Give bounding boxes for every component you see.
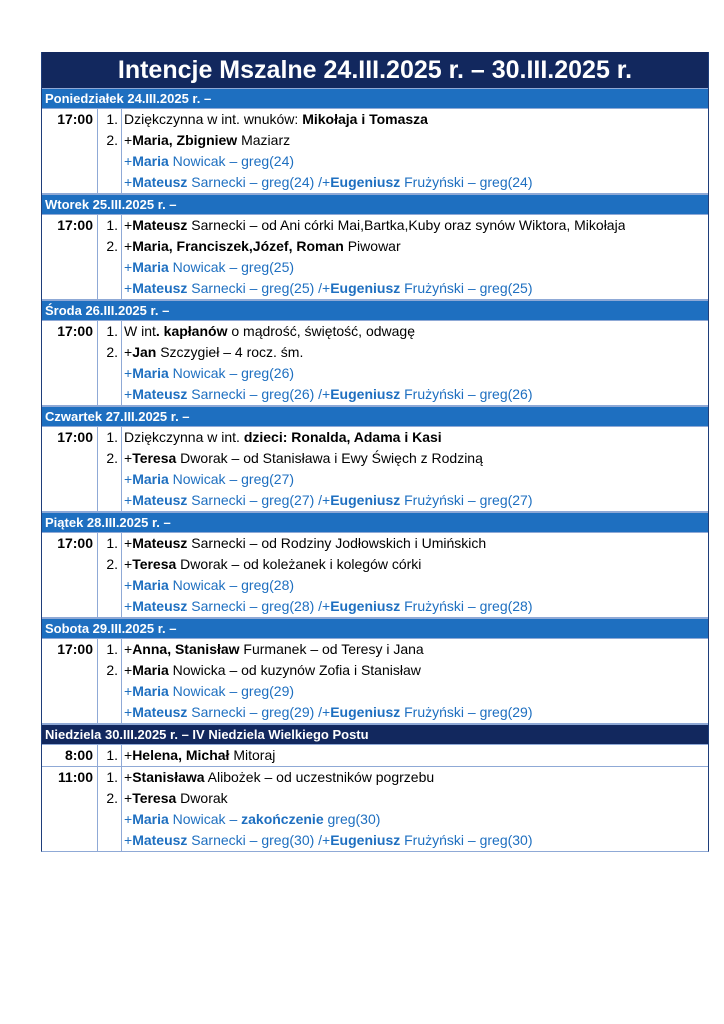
mass-time: 17:00 xyxy=(57,111,93,127)
intention-segment: + xyxy=(124,386,133,402)
intention-segment: Nowicak – greg(24) xyxy=(168,153,295,169)
days-container xyxy=(42,88,708,851)
day-header: Wtorek 25.III.2025 r. – xyxy=(42,194,708,215)
intention-row xyxy=(97,342,708,363)
intention-segment: Nowicak – greg(26) xyxy=(168,365,295,381)
intention-segment: + xyxy=(124,217,133,233)
intention-segment: Sarnecki – od Ani córki Mai,Bartka,Kuby oraz synów Wiktora, Mikołaja xyxy=(187,217,626,233)
intention-text xyxy=(122,321,415,342)
intention-segment: + xyxy=(124,280,133,296)
intention-segment: Sarnecki – greg(26) /+ xyxy=(187,386,331,402)
intention-name: Mateusz xyxy=(132,492,188,508)
intention-name: Maria xyxy=(132,471,169,487)
intention-text xyxy=(122,788,228,809)
intention-segment: Dworak – od Stanisława i Ewy Święch z Rodziną xyxy=(176,450,483,466)
intention-text xyxy=(122,384,533,405)
intention-text xyxy=(122,575,294,596)
intention-segment: Dziękczynna w int. xyxy=(124,429,244,445)
intention-text xyxy=(122,554,421,575)
intention-row xyxy=(97,639,708,660)
intention-name: Maria xyxy=(132,811,169,827)
intention-list xyxy=(97,745,708,766)
intention-list xyxy=(97,427,708,511)
day-header: Sobota 29.III.2025 r. – xyxy=(42,618,708,639)
intention-name: . kapłanów xyxy=(155,323,228,339)
intention-list xyxy=(97,639,708,723)
mass-block xyxy=(42,533,708,618)
intention-text xyxy=(122,342,303,363)
intention-number: 1. xyxy=(97,215,122,236)
intention-row xyxy=(97,257,708,278)
intention-name: Maria xyxy=(132,683,169,699)
mass-block xyxy=(42,427,708,512)
intention-text xyxy=(122,151,294,172)
intention-name: Maria xyxy=(132,577,169,593)
intention-number: 2. xyxy=(97,788,122,809)
intention-number: 1. xyxy=(97,321,122,342)
intention-row xyxy=(97,575,708,596)
intention-number xyxy=(97,363,122,384)
intention-name: Mateusz xyxy=(132,598,188,614)
intention-segment: Sarnecki – greg(24) /+ xyxy=(187,174,331,190)
intention-text xyxy=(122,448,483,469)
intention-segment: + xyxy=(124,790,133,806)
intention-name: Eugeniusz xyxy=(330,174,401,190)
intention-segment: + xyxy=(124,662,133,678)
intention-row xyxy=(97,533,708,554)
intention-text xyxy=(122,130,290,151)
intention-segment: + xyxy=(124,641,133,657)
day-header: Środa 26.III.2025 r. – xyxy=(42,300,708,321)
intention-segment: + xyxy=(124,471,133,487)
intention-name: zakończenie xyxy=(241,811,324,827)
intention-number xyxy=(97,681,122,702)
intention-number: 1. xyxy=(97,767,122,788)
intention-text xyxy=(122,639,424,660)
intention-segment: Sarnecki – od Rodziny Jodłowskich i Umińskich xyxy=(187,535,487,551)
intention-text xyxy=(122,660,421,681)
intention-text xyxy=(122,533,486,554)
intention-segment: Frużyński – greg(28) xyxy=(400,598,533,614)
day-header: Niedziela 30.III.2025 r. – IV Niedziela Wielkiego Postu xyxy=(42,724,708,745)
intention-number xyxy=(97,151,122,172)
intention-name: Eugeniusz xyxy=(330,704,401,720)
intention-number xyxy=(97,575,122,596)
page-title: Intencje Mszalne 24.III.2025 r. – 30.III.2025 r. xyxy=(42,52,708,88)
intention-name: Maria xyxy=(132,365,169,381)
intention-segment: Furmanek – od Teresy i Jana xyxy=(239,641,424,657)
intention-row xyxy=(97,596,708,617)
intention-row xyxy=(97,788,708,809)
mass-block xyxy=(42,321,708,406)
intention-text xyxy=(122,278,533,299)
intention-row xyxy=(97,109,708,130)
intention-row xyxy=(97,215,708,236)
intention-segment: Maziarz xyxy=(237,132,291,148)
mass-time: 8:00 xyxy=(64,747,93,763)
intention-text xyxy=(122,427,442,448)
intention-row xyxy=(97,745,708,766)
intention-segment: + xyxy=(124,344,133,360)
intention-name: Maria, Franciszek,Józef, Roman xyxy=(132,238,344,254)
intention-row xyxy=(97,172,708,193)
intention-segment: + xyxy=(124,259,133,275)
intention-text xyxy=(122,596,533,617)
intention-segment: W int xyxy=(124,323,156,339)
intention-segment: Dworak – od koleżanek i kolegów córki xyxy=(176,556,422,572)
intention-number: 1. xyxy=(97,533,122,554)
intention-list xyxy=(97,109,708,193)
intention-name: Eugeniusz xyxy=(330,598,401,614)
intention-segment: + xyxy=(124,577,133,593)
intention-number xyxy=(97,278,122,299)
intention-row xyxy=(97,830,708,851)
intention-segment: Nowicak – greg(27) xyxy=(168,471,295,487)
intention-name: Eugeniusz xyxy=(330,832,401,848)
intention-segment: + xyxy=(124,769,133,785)
intention-segment: o mądrość, świętość, odwagę xyxy=(227,323,415,339)
intention-row xyxy=(97,363,708,384)
intention-number: 2. xyxy=(97,554,122,575)
intention-text xyxy=(122,702,533,723)
intention-name: Mateusz xyxy=(132,174,188,190)
intention-row xyxy=(97,384,708,405)
intention-text xyxy=(122,490,533,511)
intention-text xyxy=(122,215,625,236)
intention-name: Mateusz xyxy=(132,217,188,233)
mass-time: 17:00 xyxy=(57,323,93,339)
intention-segment: + xyxy=(124,153,133,169)
intention-segment: + xyxy=(124,450,133,466)
intention-segment: Frużyński – greg(27) xyxy=(400,492,533,508)
mass-block xyxy=(42,745,708,767)
intention-number: 1. xyxy=(97,427,122,448)
intention-text xyxy=(122,363,294,384)
intention-segment: + xyxy=(124,747,133,763)
intention-row xyxy=(97,702,708,723)
intention-row xyxy=(97,236,708,257)
intention-text xyxy=(122,681,294,702)
intention-segment: Frużyński – greg(30) xyxy=(400,832,533,848)
intention-segment: Nowicak – greg(28) xyxy=(168,577,295,593)
intention-text xyxy=(122,236,401,257)
intention-segment: + xyxy=(124,832,133,848)
intention-text xyxy=(122,469,294,490)
intention-segment: Sarnecki – greg(27) /+ xyxy=(187,492,331,508)
intention-name: Teresa xyxy=(132,556,177,572)
intention-segment: + xyxy=(124,683,133,699)
intention-segment: + xyxy=(124,365,133,381)
intention-name: Mateusz xyxy=(132,704,188,720)
mass-time: 17:00 xyxy=(57,535,93,551)
intention-row xyxy=(97,809,708,830)
intention-text xyxy=(122,109,428,130)
intention-segment: Sarnecki – greg(25) /+ xyxy=(187,280,331,296)
mass-time: 11:00 xyxy=(57,769,93,785)
intention-row xyxy=(97,681,708,702)
intention-segment: Sarnecki – greg(30) /+ xyxy=(187,832,331,848)
intention-row xyxy=(97,448,708,469)
intention-segment: + xyxy=(124,535,133,551)
mass-block xyxy=(42,767,708,851)
intention-name: Stanisława xyxy=(132,769,205,785)
intention-name: Helena, Michał xyxy=(132,747,230,763)
intention-row xyxy=(97,554,708,575)
intention-row xyxy=(97,490,708,511)
intention-segment: Dworak xyxy=(176,790,228,806)
intention-row xyxy=(97,151,708,172)
day-header: Piątek 28.III.2025 r. – xyxy=(42,512,708,533)
intention-number xyxy=(97,702,122,723)
intentions-table xyxy=(41,52,709,852)
intention-row xyxy=(97,427,708,448)
intention-segment: Alibożek – od uczestników pogrzebu xyxy=(204,769,435,785)
mass-block xyxy=(42,109,708,194)
intention-name: Mateusz xyxy=(132,386,188,402)
intention-segment: + xyxy=(124,811,133,827)
intention-name: Eugeniusz xyxy=(330,280,401,296)
intention-number: 2. xyxy=(97,342,122,363)
intention-segment: + xyxy=(124,704,133,720)
intention-text xyxy=(122,257,294,278)
intention-segment: + xyxy=(124,556,133,572)
mass-time: 17:00 xyxy=(57,217,93,233)
day-header: Czwartek 27.III.2025 r. – xyxy=(42,406,708,427)
intention-number: 1. xyxy=(97,745,122,766)
intention-segment: + xyxy=(124,492,133,508)
intention-number xyxy=(97,257,122,278)
intention-number: 1. xyxy=(97,109,122,130)
intention-number xyxy=(97,490,122,511)
intention-segment: Nowicak – xyxy=(168,811,242,827)
intention-name: Teresa xyxy=(132,450,177,466)
intention-segment: Sarnecki – greg(29) /+ xyxy=(187,704,331,720)
intention-segment: Nowicka – od kuzynów Zofia i Stanisław xyxy=(168,662,421,678)
intention-segment: Dziękczynna w int. wnuków: xyxy=(124,111,303,127)
intention-text xyxy=(122,809,380,830)
intention-row xyxy=(97,130,708,151)
intention-segment: Frużyński – greg(24) xyxy=(400,174,533,190)
intention-list xyxy=(97,321,708,405)
intention-segment: Frużyński – greg(26) xyxy=(400,386,533,402)
intention-name: Maria xyxy=(132,662,169,678)
intention-number xyxy=(97,830,122,851)
mass-time: 17:00 xyxy=(57,641,93,657)
intention-segment: + xyxy=(124,174,133,190)
intention-segment: Mitoraj xyxy=(229,747,276,763)
intention-segment: Piwowar xyxy=(343,238,401,254)
intention-name: Anna, Stanisław xyxy=(132,641,240,657)
intention-number xyxy=(97,469,122,490)
intention-text xyxy=(122,172,533,193)
intention-segment: + xyxy=(124,598,133,614)
intention-segment: + xyxy=(124,238,133,254)
intention-row xyxy=(97,321,708,342)
intention-segment: Szczygieł – 4 rocz. śm. xyxy=(156,344,304,360)
intention-row xyxy=(97,767,708,788)
intention-number xyxy=(97,384,122,405)
day-header: Poniedziałek 24.III.2025 r. – xyxy=(42,88,708,109)
mass-time: 17:00 xyxy=(57,429,93,445)
intention-name: Eugeniusz xyxy=(330,386,401,402)
intention-text xyxy=(122,767,434,788)
intention-name: Maria xyxy=(132,153,169,169)
intention-list xyxy=(97,533,708,617)
intention-name: Mikołaja i Tomasza xyxy=(302,111,428,127)
intention-name: dzieci: Ronalda, Adama i Kasi xyxy=(243,429,442,445)
intention-name: Eugeniusz xyxy=(330,492,401,508)
intention-segment: Frużyński – greg(29) xyxy=(400,704,533,720)
intention-segment: Nowicak – greg(29) xyxy=(168,683,295,699)
intention-segment: Sarnecki – greg(28) /+ xyxy=(187,598,331,614)
intention-list xyxy=(97,215,708,299)
intention-number xyxy=(97,809,122,830)
intention-name: Maria, Zbigniew xyxy=(132,132,238,148)
intention-name: Mateusz xyxy=(132,535,188,551)
intention-segment: + xyxy=(124,132,133,148)
intention-segment: Frużyński – greg(25) xyxy=(400,280,533,296)
intention-row xyxy=(97,278,708,299)
intention-number: 1. xyxy=(97,639,122,660)
mass-block xyxy=(42,215,708,300)
intention-row xyxy=(97,660,708,681)
intention-name: Teresa xyxy=(132,790,177,806)
intention-list xyxy=(97,767,708,851)
intention-name: Jan xyxy=(132,344,157,360)
intention-name: Mateusz xyxy=(132,280,188,296)
intention-number: 2. xyxy=(97,448,122,469)
mass-block xyxy=(42,639,708,724)
intention-number xyxy=(97,596,122,617)
intention-segment: Nowicak – greg(25) xyxy=(168,259,295,275)
intention-number xyxy=(97,172,122,193)
intention-name: Maria xyxy=(132,259,169,275)
intention-number: 2. xyxy=(97,236,122,257)
intention-number: 2. xyxy=(97,660,122,681)
intention-segment: greg(30) xyxy=(323,811,381,827)
intention-text xyxy=(122,745,275,766)
intention-number: 2. xyxy=(97,130,122,151)
intention-name: Mateusz xyxy=(132,832,188,848)
intention-text xyxy=(122,830,533,851)
intention-row xyxy=(97,469,708,490)
